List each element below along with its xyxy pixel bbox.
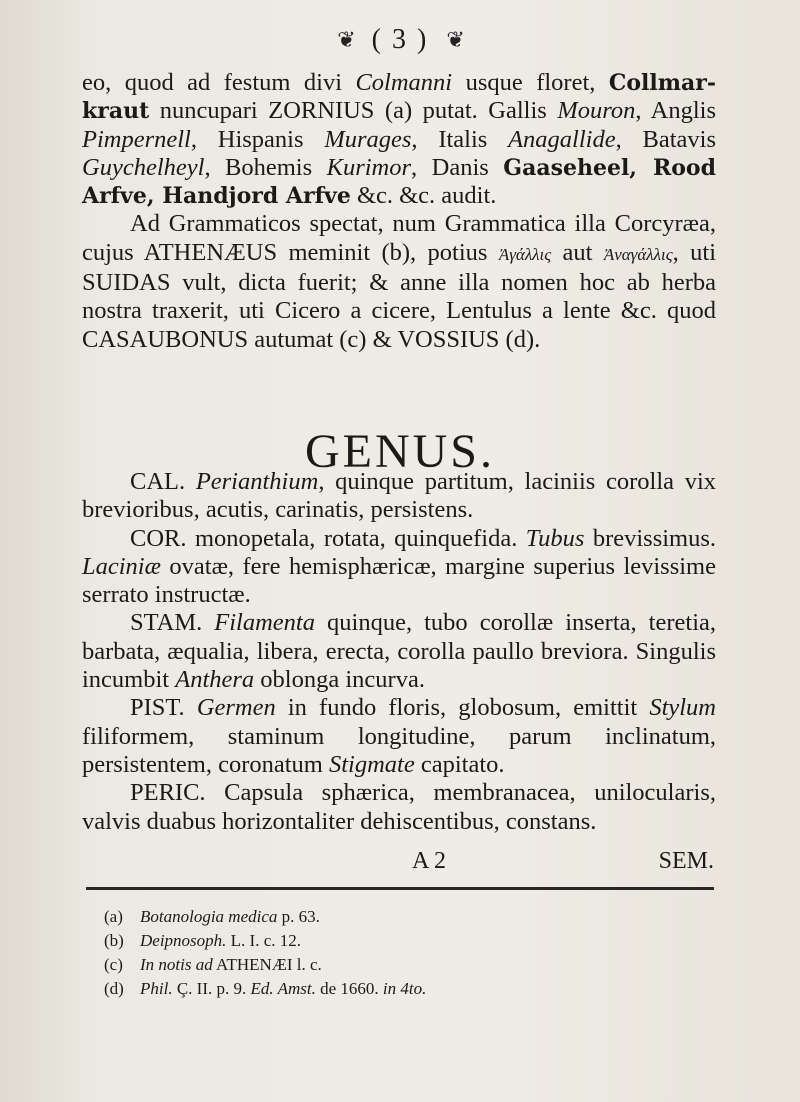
left-ornament-icon: ❦ [337, 27, 354, 52]
signature-mark: A 2 [412, 848, 447, 874]
calyx-paragraph: CAL. Perianthium, quinque partitum, laciniis corolla vix brevioribus, acutis, carinatis, persistens. [82, 468, 717, 524]
page-footer-line [82, 848, 716, 878]
stamens-paragraph: STAM. Filamenta quinque, tubo corollæ inserta, teretia, barbata, æqualia, libera, erecta, corolla paullo breviora. Singulis incumbit Anthera oblonga incurva. [82, 609, 716, 694]
footnotes [104, 905, 704, 1001]
pericarp-paragraph: PERIC. Capsula sphærica, membranacea, unilocularis, valvis duabus horizontaliter dehiscentibus, constans. [82, 779, 716, 835]
footnote-c: (c) In notis ad ATHENÆI l. c. [104, 955, 322, 974]
catchword: SEM. [658, 848, 714, 874]
footnote-a: (a) Botanologia medica p. 63. [104, 907, 320, 926]
genus-description [82, 468, 716, 836]
pistil-paragraph: PIST. Germen in fundo floris, globosum, emittit Stylum filiformem, staminum longitudine, parum inclinatum, persistentem, coronatum Stigmate capitato. [82, 694, 716, 778]
genus-heading: GENUS. [304, 425, 495, 479]
page-number: ( 3 ) [371, 24, 429, 55]
page-header [0, 20, 800, 60]
right-ornament-icon: ❦ [446, 27, 463, 52]
footnote-rule [86, 887, 714, 890]
footnote-d: (d) Phil. Ç. II. p. 9. Ed. Amst. de 1660. in 4to. [104, 979, 427, 998]
corolla-paragraph: COR. monopetala, rotata, quinquefida. Tubus brevissimus. Laciniæ ovatæ, fere hemisphæricæ, margine superius levissime serrato instructæ. [82, 524, 716, 609]
grammatical-paragraph: Ad Grammaticos spectat, num Grammatica illa Corcyræa, cujus ATHENÆUS meminit (b), potius Ἀγάλλις aut Ἀναγάλλις, uti SUIDAS vult, dicta fuerit; & anne illa nomen hoc ab herba nostra traxerit, uti Cicero a cicere, Lentulus a lente &c. quod CASAUBONUS autumat (c) & VOSSIUS (d). [82, 210, 717, 353]
introductory-text [82, 69, 716, 354]
vernacular-names-paragraph: eo, quod ad festum divi Colmanni usque floret, Collmar-kraut nuncupari ZORNIUS (a) putat. Gallis Mouron, Anglis Pimpernell, Hispanis Murages, Italis Anagallide, Batavis Guychelheyl, Bohemis Kurimor, Danis Gaaseheel, Rood Arfve, Handjord Arfve &c. &c. audit. [82, 69, 716, 210]
footnote-b: (b) Deipnosoph. L. I. c. 12. [104, 931, 302, 950]
